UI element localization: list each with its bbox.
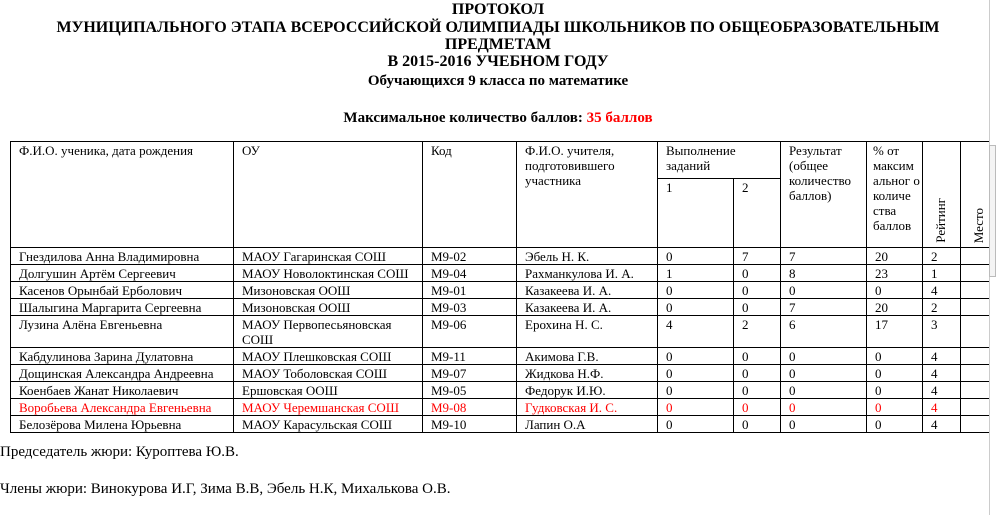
table-row [11, 282, 991, 299]
cell-school: Ершовская ООШ [234, 382, 423, 399]
cell-teacher: Казакеева И. А. [517, 299, 658, 316]
table-row [11, 382, 991, 399]
cell-code: М9-10 [423, 416, 517, 433]
cell-result: 0 [781, 382, 867, 399]
cell-place [961, 282, 991, 299]
cell-result: 0 [781, 416, 867, 433]
cell-rating: 3 [923, 316, 961, 348]
cell-student: Шалыгина Маргарита Сергеевна [11, 299, 234, 316]
jury-members: Члены жюри: Винокурова И.Г, Зима В.В, Эбель Н.К, Михалькова О.В. [0, 481, 451, 497]
col-rating-label: Рейтинг [933, 198, 948, 243]
cell-code: М9-06 [423, 316, 517, 348]
cell-result: 7 [781, 299, 867, 316]
table-row [11, 248, 991, 265]
cell-result: 0 [781, 399, 867, 416]
cell-school: МАОУ Тоболовская СОШ [234, 365, 423, 382]
col-result: Результат (общее количество баллов) [781, 142, 867, 248]
col-school: ОУ [234, 142, 423, 248]
protocol-title: ПРОТОКОЛ [451, 1, 545, 18]
cell-t1: 4 [658, 316, 734, 348]
cell-t2: 0 [734, 416, 781, 433]
cell-rating: 4 [923, 382, 961, 399]
col-task1: 1 [658, 179, 734, 248]
cell-result: 0 [781, 348, 867, 365]
cell-school: МАОУ Плешковская СОШ [234, 348, 423, 365]
table-row [11, 416, 991, 433]
cell-teacher: Казакеева И. А. [517, 282, 658, 299]
cell-t1: 0 [658, 416, 734, 433]
cell-t1: 0 [658, 299, 734, 316]
cell-teacher: Ерохина Н. С. [517, 316, 658, 348]
cell-t2: 0 [734, 265, 781, 282]
cell-place [961, 248, 991, 265]
cell-t1: 1 [658, 265, 734, 282]
cell-student: Белозёрова Милена Юрьевна [11, 416, 234, 433]
col-student: Ф.И.О. ученика, дата рождения [11, 142, 234, 248]
cell-t1: 0 [658, 365, 734, 382]
cell-student: Долгушин Артём Сергеевич [11, 265, 234, 282]
cell-rating: 1 [923, 265, 961, 282]
cell-rating: 2 [923, 299, 961, 316]
col-rating [923, 142, 961, 248]
cell-t1: 0 [658, 399, 734, 416]
cell-rating: 4 [923, 399, 961, 416]
table-row [11, 316, 991, 348]
cell-code: М9-02 [423, 248, 517, 265]
cell-school: МАОУ Новолоктинская СОШ [234, 265, 423, 282]
cell-percent: 0 [867, 399, 923, 416]
col-place [961, 142, 991, 248]
cell-teacher: Лапин О.А [517, 416, 658, 433]
cell-teacher: Рахманкулова И. А. [517, 265, 658, 282]
cell-result: 8 [781, 265, 867, 282]
col-code: Код [423, 142, 517, 248]
cell-teacher: Жидкова Н.Ф. [517, 365, 658, 382]
cell-place [961, 348, 991, 365]
cell-percent: 20 [867, 299, 923, 316]
cell-student: Дощинская Александра Андреевна [11, 365, 234, 382]
cell-rating: 4 [923, 348, 961, 365]
cell-code: М9-08 [423, 399, 517, 416]
protocol-subtitle: МУНИЦИПАЛЬНОГО ЭТАПА ВСЕРОССИЙСКОЙ ОЛИМПИАДЫ ШКОЛЬНИКОВ ПО ОБЩЕОБРАЗОВАТЕЛЬНЫМ [56, 19, 940, 36]
table-row [11, 365, 991, 382]
cell-percent: 20 [867, 248, 923, 265]
max-score-value: 35 баллов [586, 110, 653, 126]
cell-t2: 7 [734, 248, 781, 265]
cell-place [961, 299, 991, 316]
cell-t1: 0 [658, 248, 734, 265]
cell-school: МАОУ Черемшанская СОШ [234, 399, 423, 416]
table-row [11, 265, 991, 282]
cell-student: Воробьева Александра Евгеньевна [11, 399, 234, 416]
results-table [10, 141, 991, 433]
table-row [11, 399, 991, 416]
vertical-scrollbar[interactable] [989, 0, 996, 515]
grade-subject: Обучающихся 9 класса по математике [367, 73, 629, 89]
cell-teacher: Акимова Г.В. [517, 348, 658, 365]
table-row [11, 299, 991, 316]
cell-code: М9-07 [423, 365, 517, 382]
cell-school: МАОУ Карасульская СОШ [234, 416, 423, 433]
cell-t2: 0 [734, 365, 781, 382]
school-year: В 2015-2016 УЧЕБНОМ ГОДУ [387, 53, 609, 70]
cell-percent: 0 [867, 365, 923, 382]
cell-rating: 4 [923, 416, 961, 433]
cell-code: М9-01 [423, 282, 517, 299]
cell-t1: 0 [658, 382, 734, 399]
col-teacher: Ф.И.О. учителя, подготовившего участника [517, 142, 658, 248]
scrollbar-thumb[interactable] [989, 145, 996, 277]
cell-percent: 0 [867, 416, 923, 433]
protocol-subtitle-cont: ПРЕДМЕТАМ [444, 36, 552, 53]
cell-school: МАОУ Гагаринская СОШ [234, 248, 423, 265]
cell-place [961, 316, 991, 348]
jury-chair: Председатель жюри: Куроптева Ю.В. [0, 444, 239, 460]
cell-code: М9-05 [423, 382, 517, 399]
cell-place [961, 265, 991, 282]
table-row [11, 348, 991, 365]
cell-rating: 4 [923, 365, 961, 382]
cell-teacher: Федорук И.Ю. [517, 382, 658, 399]
cell-percent: 23 [867, 265, 923, 282]
cell-t2: 0 [734, 348, 781, 365]
cell-rating: 2 [923, 248, 961, 265]
cell-place [961, 382, 991, 399]
cell-t2: 0 [734, 382, 781, 399]
cell-result: 7 [781, 248, 867, 265]
cell-student: Коенбаев Жанат Николаевич [11, 382, 234, 399]
cell-percent: 0 [867, 382, 923, 399]
max-score [0, 110, 996, 127]
cell-result: 6 [781, 316, 867, 348]
cell-code: М9-11 [423, 348, 517, 365]
col-percent: % от максим альног о количе ства баллов [867, 142, 923, 248]
cell-percent: 17 [867, 316, 923, 348]
cell-school: Мизоновская ООШ [234, 282, 423, 299]
col-place-label: Место [971, 207, 986, 243]
cell-teacher: Гудковская И. С. [517, 399, 658, 416]
cell-school: Мизоновская ООШ [234, 299, 423, 316]
cell-rating: 4 [923, 282, 961, 299]
cell-code: М9-03 [423, 299, 517, 316]
col-tasks: Выполнение заданий [658, 142, 781, 179]
cell-place [961, 365, 991, 382]
cell-result: 0 [781, 282, 867, 299]
cell-result: 0 [781, 365, 867, 382]
cell-student: Кабдулинова Зарина Дулатовна [11, 348, 234, 365]
cell-student: Касенов Орынбай Ерболович [11, 282, 234, 299]
cell-student: Гнездилова Анна Владимировна [11, 248, 234, 265]
cell-school: МАОУ Первопесьяновская СОШ [234, 316, 423, 348]
cell-t2: 2 [734, 316, 781, 348]
cell-place [961, 416, 991, 433]
cell-percent: 0 [867, 282, 923, 299]
cell-place [961, 399, 991, 416]
cell-teacher: Эбель Н. К. [517, 248, 658, 265]
max-score-label: Максимальное количество баллов: [343, 110, 587, 126]
cell-code: М9-04 [423, 265, 517, 282]
cell-t2: 0 [734, 399, 781, 416]
cell-t2: 0 [734, 282, 781, 299]
cell-t1: 0 [658, 348, 734, 365]
cell-student: Лузина Алёна Евгеньевна [11, 316, 234, 348]
cell-t1: 0 [658, 282, 734, 299]
cell-percent: 0 [867, 348, 923, 365]
cell-t2: 0 [734, 299, 781, 316]
col-task2: 2 [734, 179, 781, 248]
